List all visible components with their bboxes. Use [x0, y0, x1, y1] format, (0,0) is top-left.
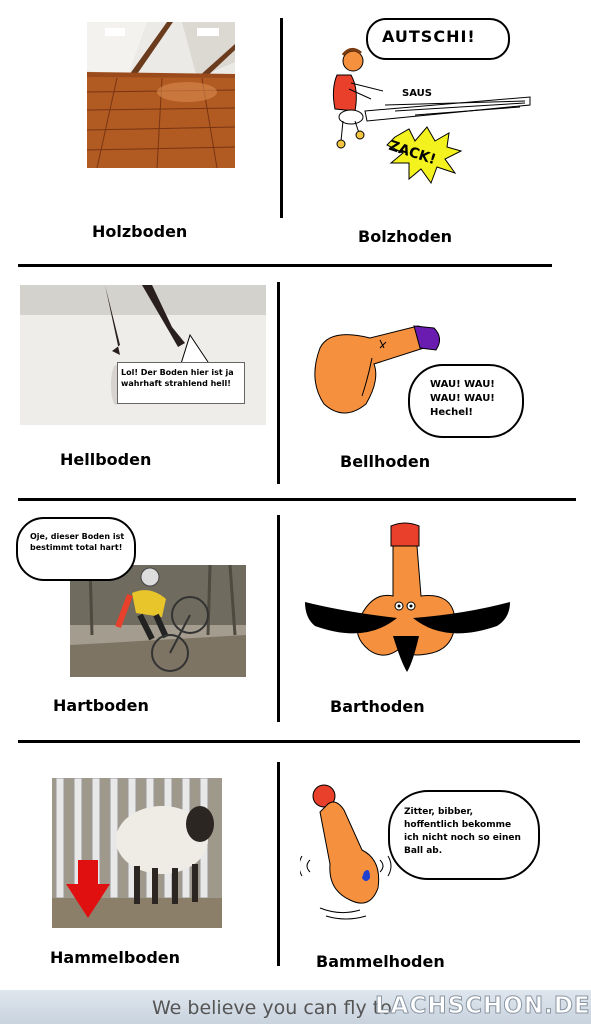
speech-bubble-bellhoden — [408, 364, 524, 438]
cyclist-crash-photo — [70, 565, 246, 677]
caption-hammelboden: Hammelboden — [50, 948, 181, 967]
footer-banner — [0, 990, 591, 1024]
divider-horizontal-1 — [18, 264, 552, 267]
speech-bubble-hartboden — [16, 517, 136, 581]
mustache-cartoon-drawing — [305, 522, 510, 682]
divider-vertical-row4 — [277, 762, 280, 966]
footer-brand-link[interactable]: LACHSCHON.DE — [375, 993, 591, 1019]
zack-label: ZACK! — [386, 137, 438, 169]
bubble-text-bellhoden: WAU! WAU! WAU! WAU! Hechel! — [430, 379, 495, 418]
caption-hellboden: Hellboden — [60, 450, 152, 469]
divider-vertical-row2 — [277, 282, 280, 484]
caption-barthoden: Barthoden — [330, 697, 425, 716]
caption-hartboden: Hartboden — [53, 696, 149, 715]
bubble-text-bammelhoden: Zitter, bibber, hoffentlich bekomme ich nicht noch so einen Ball ab. — [404, 807, 521, 856]
saus-label: SAUS — [402, 88, 432, 99]
sheep-photo — [52, 778, 222, 928]
footer-slogan: We believe you can fly to — [152, 997, 392, 1019]
bubble-text-hellboden: Lol! Der Boden hier ist ja wahrhaft strahlend hell! — [121, 368, 234, 388]
divider-vertical-row3 — [277, 515, 280, 722]
speech-bubble-bammelhoden — [388, 790, 540, 880]
divider-vertical-row1 — [280, 18, 283, 218]
caption-bammelhoden: Bammelhoden — [316, 952, 445, 971]
divider-horizontal-3 — [18, 740, 580, 743]
divider-horizontal-2 — [18, 498, 576, 501]
bubble-text-hartboden: Oje, dieser Boden ist bestimmt total hart! — [30, 532, 125, 552]
bubble-text-autschi: AUTSCHI! — [382, 27, 476, 46]
speech-bubble-autschi — [366, 18, 510, 60]
caption-bolzhoden: Bolzhoden — [358, 227, 453, 246]
caption-holzboden: Holzboden — [92, 222, 188, 241]
caption-bellhoden: Bellhoden — [340, 452, 431, 471]
shiny-floor-photo — [20, 285, 266, 425]
trembling-cartoon-drawing — [300, 780, 400, 920]
stick-figure-kicked-drawing — [325, 45, 535, 190]
speech-box-hellboden — [117, 362, 245, 404]
wood-floor-photo — [87, 22, 235, 168]
